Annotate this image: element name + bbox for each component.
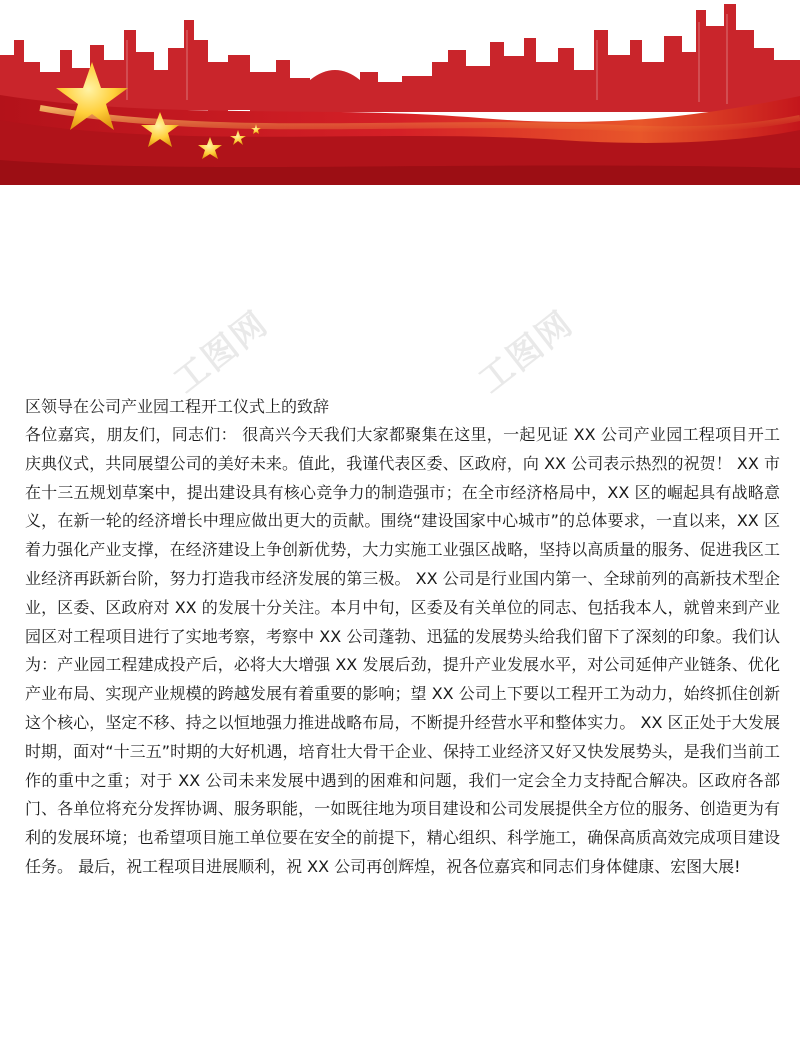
document-title: 区领导在公司产业园工程开工仪式上的致辞 [25,397,330,416]
document-content [25,392,780,882]
document-body: 各位嘉宾，朋友们，同志们： 很高兴今天我们大家都聚集在这里，一起见证 XX 公司产业园工程项目开工庆典仪式，共同展望公司的美好未来。值此，我谨代表区委、区政府，向 XX 公司表示热烈的祝贺！ XX 市在十三五规划草案中，提出建设具有核心竞争力的制造强市；在全市经济格局中，XX 区的崛起具有战略意义，在新一轮的经济增长中理应做出更大的贡献。围绕“建设国家中心城市”的总体要求，一直以来，XX 区着力强化产业支撑，在经济建设上争创新优势，大力实施工业强区战略，坚持以高质量的服务、促进我区工业经济再跃新台阶，努力打造我市经济发展的第三极。 XX 公司是行业国内第一、全球前列的高新技术型企业，区委、区政府对 XX 的发展十分关注。本月中旬，区委及有关单位的同志、包括我本人，就曾来到产业园区对工程项目进行了实地考察，考察中 XX 公司蓬勃、迅猛的发展势头给我们留下了深刻的印象。我们认为：产业园工程建成投产后，必将大大增强 XX 发展后劲，提升产业发展水平，对公司延伸产业链条、优化产业布局、实现产业规模的跨越发展有着重要的影响；望 XX 公司上下要以工程开工为动力，始终抓住创新这个核心，坚定不移、持之以恒地强力推进战略布局，不断提升经营水平和整体实力。 XX 区正处于大发展时期，面对“十三五”时期的大好机遇，培育壮大骨干企业、保持工业经济又好又快发展势头，是我们当前工作的重中之重；对于 XX 公司未来发展中遇到的困难和问题，我们一定会全力支持配合解决。区政府各部门、各单位将充分发挥协调、服务职能，一如既往地为项目建设和公司发展提供全方位的服务、创造更为有利的发展环境；也希望项目施工单位要在安全的前提下，精心组织、科学施工，确保高质高效完成项目建设任务。 最后，祝工程项目进展顺利，祝 XX 公司再创辉煌，祝各位嘉宾和同志们身体健康、宏图大展! [25,425,780,876]
header-banner [0,0,800,185]
watermark: 工图网 [166,303,277,402]
watermark: 工图网 [471,303,582,402]
city-skyline-icon [0,0,800,185]
